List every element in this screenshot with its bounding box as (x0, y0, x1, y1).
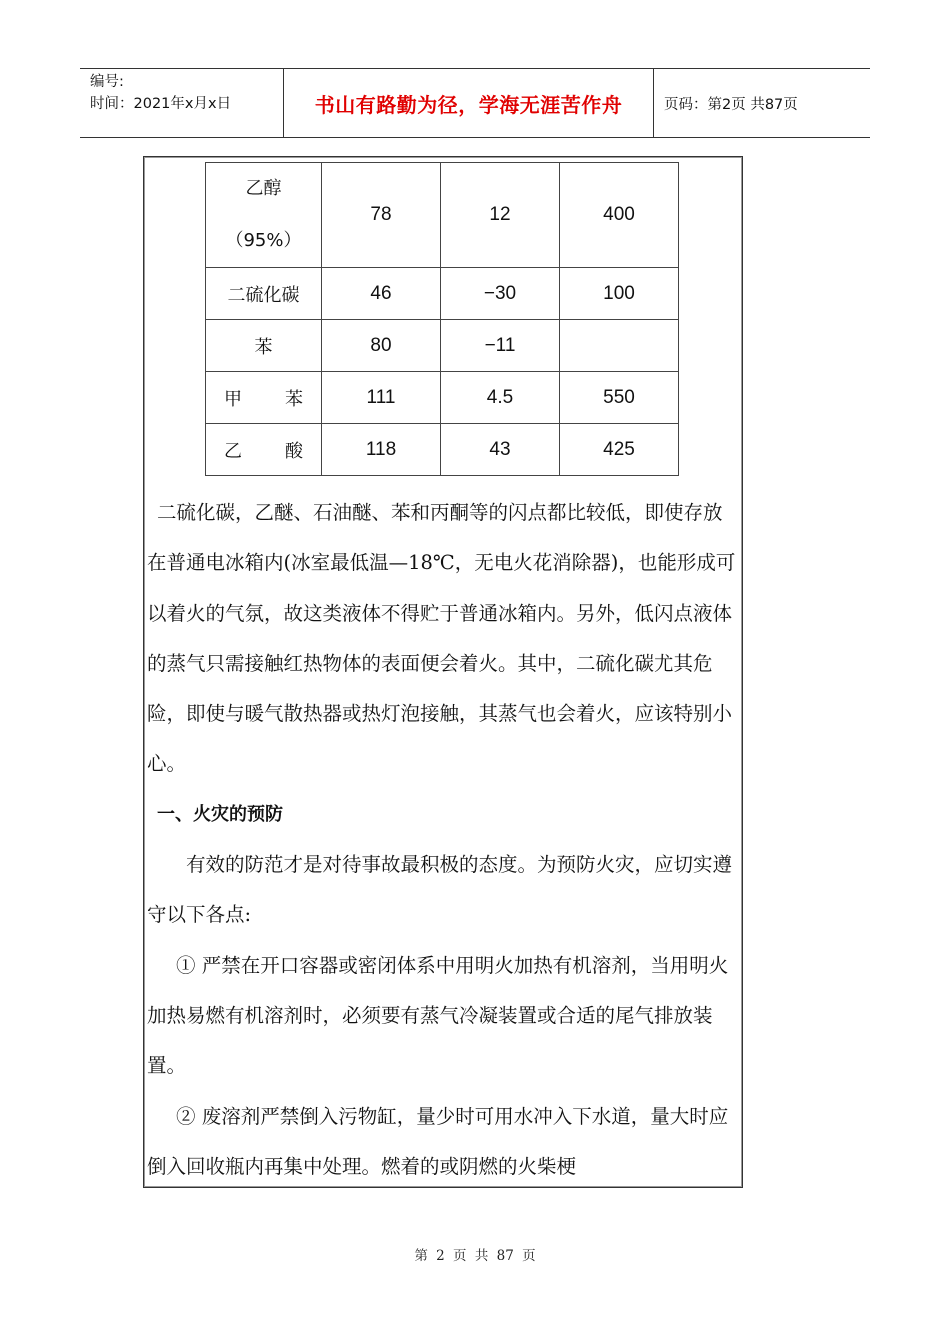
table-row (206, 372, 679, 424)
table-cell: 425 (560, 424, 679, 476)
header-divider (653, 69, 654, 137)
table-cell: 78 (322, 163, 441, 268)
page-header (80, 68, 870, 138)
table-row (206, 320, 679, 372)
header-page-info: 页码：第2页 共87页 (664, 96, 798, 113)
table-cell: 118 (322, 424, 441, 476)
table-cell: 12 (441, 163, 560, 268)
header-meta (90, 71, 285, 115)
section-heading: 一、火灾的预防 (157, 803, 283, 825)
solvent-properties-table (205, 162, 679, 476)
table-cell: 43 (441, 424, 560, 476)
paragraph-prevention-intro: 有效的防范才是对待事故最积极的态度。为预防火灾，应切实遵守以下各点: (147, 853, 733, 927)
document-number-label: 编号: (90, 74, 124, 90)
list-item: ② 废溶剂严禁倒入污物缸，量少时可用水冲入下水道，量大时应倒入回收瓶内再集中处理。燃着的或阴燃的火柴梗 (147, 1104, 729, 1178)
document-date: 时间：2021年x月x日 (90, 96, 232, 112)
table-cell: −11 (441, 320, 560, 372)
table-cell: 100 (560, 268, 679, 320)
table-cell: 4.5 (441, 372, 560, 424)
table-cell: −30 (441, 268, 560, 320)
table-row (206, 268, 679, 320)
table-cell: 400 (560, 163, 679, 268)
table-cell: 550 (560, 372, 679, 424)
table-cell: 80 (322, 320, 441, 372)
table-cell: 46 (322, 268, 441, 320)
table-cell-name: 乙 酸 (206, 424, 322, 476)
table-cell-name: 甲 苯 (206, 372, 322, 424)
table-cell-name: 苯 (206, 320, 322, 372)
body-text (147, 488, 739, 1192)
table-cell (560, 320, 679, 372)
table-cell: 111 (322, 372, 441, 424)
header-motto: 书山有路勤为径，学海无涯苦作舟 (314, 92, 623, 117)
page-footer: 第 2 页 共 87 页 (414, 1248, 536, 1264)
table-row (206, 163, 679, 268)
table-cell-name: 二硫化碳 (206, 268, 322, 320)
table-row (206, 424, 679, 476)
paragraph-flash-point: 二硫化碳，乙醚、石油醚、苯和丙酮等的闪点都比较低，即使存放在普通电冰箱内(冰室最低温—18℃，无电火花消除器)，也能形成可以着火的气氛，故这类液体不得贮于普通冰箱内。另外，低闪点液体的蒸气只需接触红热物体的表面便会着火。其中，二硫化碳尤其危险，即使与暖气散热器或热灯泡接触，其蒸气也会着火，应该特别小心。 (147, 501, 736, 776)
list-item: ① 严禁在开口容器或密闭体系中用明火加热有机溶剂，当用明火加热易燃有机溶剂时，必须要有蒸气冷凝装置或合适的尾气排放装置。 (147, 953, 729, 1078)
table-cell-name: 乙醇 （95%） (206, 163, 322, 268)
